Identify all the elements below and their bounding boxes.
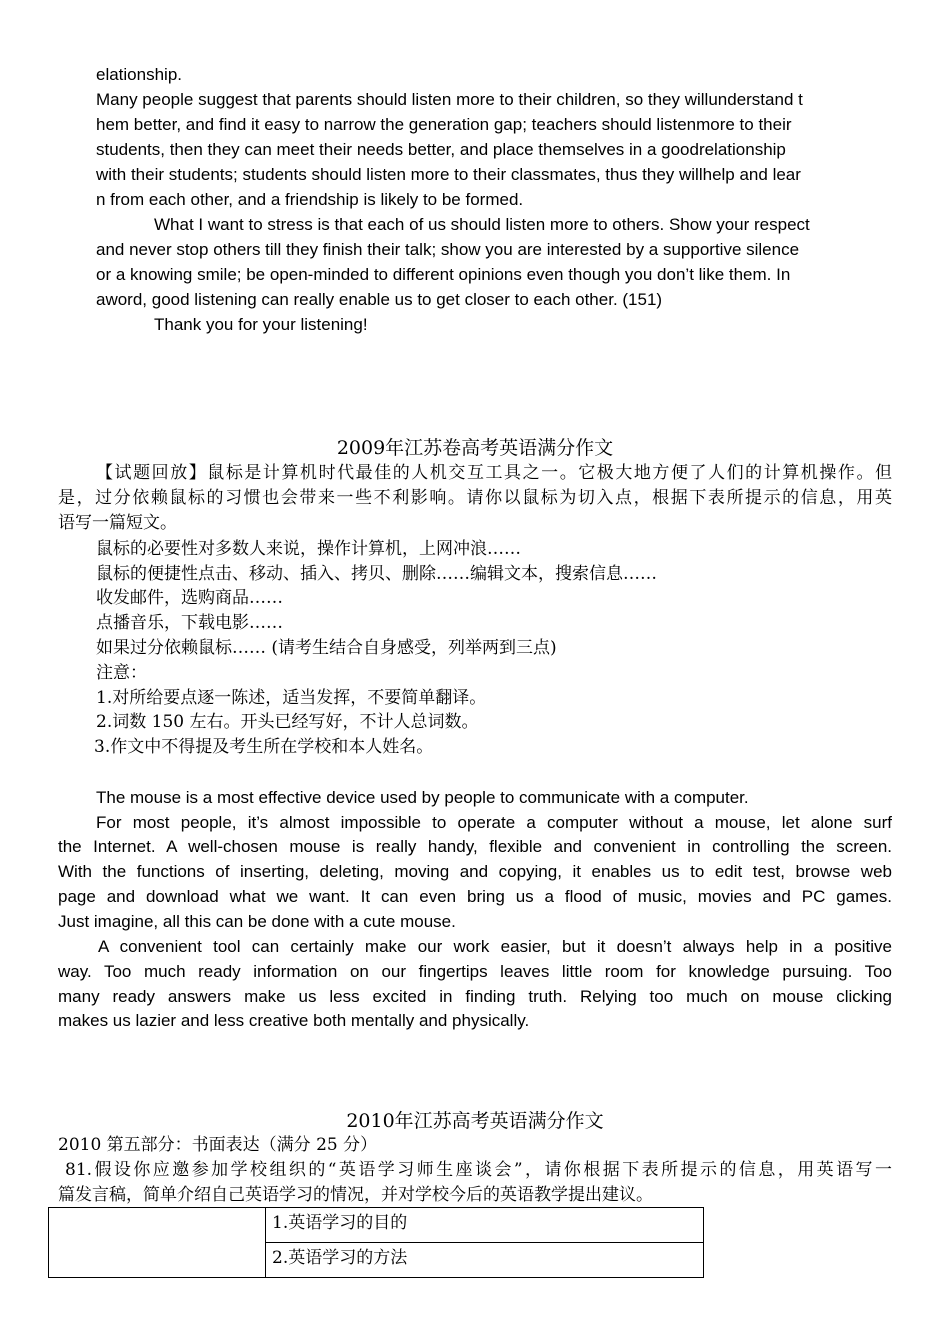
essay1-line: Thank you for your listening! bbox=[154, 315, 368, 334]
note-item: 1.对所给要点逐一陈述，适当发挥，不要简单翻译。 bbox=[96, 688, 487, 708]
table-row bbox=[49, 1208, 704, 1243]
prompt-list-item: 如果过分依赖鼠标…… (请考生结合自身感受，列举两到三点) bbox=[96, 638, 557, 658]
essay1-line: and never stop others till they finish their talk; show you are interested by a supportive silence bbox=[96, 240, 800, 259]
part-heading: 2010 第五部分：书面表达（满分 25 分） bbox=[58, 1135, 378, 1155]
notes-heading: 注意： bbox=[96, 663, 147, 683]
essay2009-line: A convenient tool can certainly make our work easier, but it doesn’t always help in a positive bbox=[98, 937, 892, 956]
essay1-line: with their students; students should listen more to their classmates, thus they willhelp and lear bbox=[96, 165, 801, 184]
essay2009-line: With the functions of inserting, deleting, moving and copying, it enables us to edit test, browse web bbox=[58, 862, 892, 881]
prompt-list-item: 收发邮件，选购商品…… bbox=[96, 588, 283, 608]
prompt-line: 【试题回放】鼠标是计算机时代最佳的人机交互工具之一。它极大地方便了人们的计算机操作。但 bbox=[96, 463, 892, 483]
prompt-line: 语写一篇短文。 bbox=[58, 513, 177, 533]
essay1-line: What I want to stress is that each of us should listen more to others. Show your respect bbox=[154, 215, 810, 234]
essay1-line: elationship. bbox=[96, 65, 183, 84]
prompt-list-item: 鼠标的便捷性点击、移动、插入、拷贝、删除……编辑文本，搜索信息…… bbox=[96, 564, 657, 584]
section-title-2009: 2009年江苏卷高考英语满分作文 bbox=[336, 437, 614, 459]
prompt-line: 81.假设你应邀参加学校组织的“英语学习师生座谈会”，请你根据下表所提示的信息，用英语写一 bbox=[65, 1160, 892, 1180]
essay1-line: hem better, and find it easy to narrow the generation gap; teachers should listenmore to their bbox=[96, 115, 792, 134]
essay2009-line: the Internet. A well-chosen mouse is really handy, flexible and convenient in controlling the screen. bbox=[58, 837, 892, 856]
essay2009-line: makes us lazier and less creative both mentally and physically. bbox=[58, 1011, 530, 1030]
essay1-line: students, then they can meet their needs better, and place themselves in a goodrelationship bbox=[96, 140, 786, 159]
prompt-list-item: 点播音乐，下载电影…… bbox=[96, 613, 283, 633]
table-cell: 2.英语学习的方法 bbox=[266, 1243, 704, 1278]
essay2009-line: The mouse is a most effective device used by people to communicate with a computer. bbox=[96, 788, 749, 807]
essay2009-line: way. Too much ready information on our fingertips leaves little room for knowledge pursuing. Too bbox=[58, 962, 892, 981]
note-item: 2.词数 150 左右。开头已经写好，不计人总词数。 bbox=[96, 712, 479, 732]
prompt-table bbox=[48, 1207, 704, 1278]
essay2009-line: For most people, it’s almost impossible to operate a computer without a mouse, let alone surf bbox=[96, 813, 892, 832]
table-cell: 1.英语学习的目的 bbox=[266, 1208, 704, 1243]
section-title-2010: 2010年江苏高考英语满分作文 bbox=[346, 1110, 604, 1132]
essay1-line: aword, good listening can really enable us to get closer to each other. (151) bbox=[96, 290, 663, 309]
note-item: 3.作文中不得提及考生所在学校和本人姓名。 bbox=[94, 737, 434, 757]
essay2009-line: many ready answers make us less excited in finding truth. Relying too much on mouse clicking bbox=[58, 987, 892, 1006]
essay1-line: n from each other, and a friendship is likely to be formed. bbox=[96, 190, 524, 209]
table-cell-empty bbox=[49, 1208, 266, 1278]
prompt-line: 是，过分依赖鼠标的习惯也会带来一些不利影响。请你以鼠标为切入点，根据下表所提示的信息，用英 bbox=[58, 488, 892, 508]
essay2009-line: page and download what we want. It can even bring us a flood of music, movies and PC games. bbox=[58, 887, 892, 906]
essay1-line: Many people suggest that parents should listen more to their children, so they willunderstand t bbox=[96, 90, 803, 109]
essay2009-line: Just imagine, all this can be done with a cute mouse. bbox=[58, 912, 456, 931]
prompt-line: 篇发言稿，简单介绍自己英语学习的情况，并对学校今后的英语教学提出建议。 bbox=[58, 1185, 653, 1205]
prompt-list-item: 鼠标的必要性对多数人来说，操作计算机，上网冲浪…… bbox=[96, 539, 521, 559]
essay1-line: or a knowing smile; be open-minded to different opinions even though you don’t like them. In bbox=[96, 265, 791, 284]
